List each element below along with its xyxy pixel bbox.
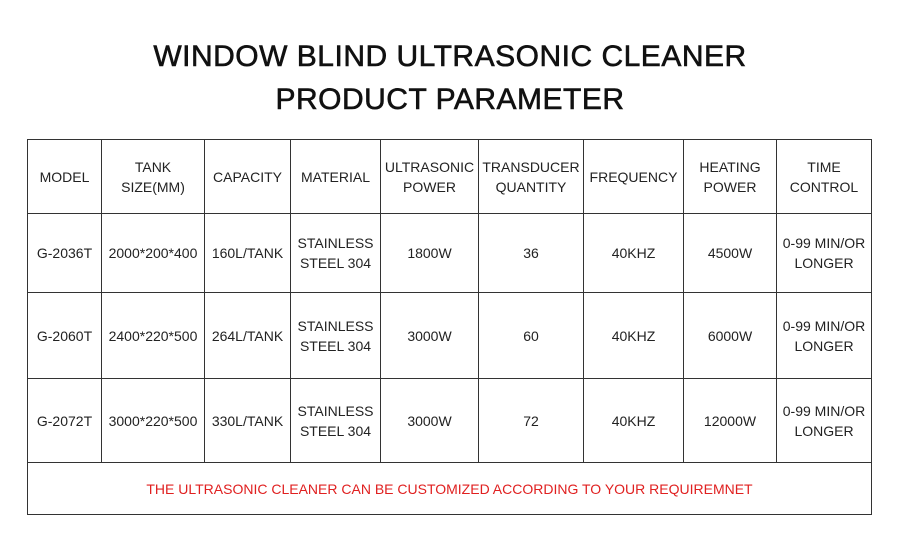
cell-tank-size: 2000*200*400	[102, 214, 205, 293]
header-capacity: CAPACITY	[205, 140, 291, 214]
cell-frequency: 40KHZ	[584, 214, 684, 293]
header-model: MODEL	[28, 140, 102, 214]
cell-transducer-quantity: 72	[479, 379, 584, 463]
cell-frequency: 40KHZ	[584, 293, 684, 379]
cell-frequency: 40KHZ	[584, 379, 684, 463]
cell-transducer-quantity: 36	[479, 214, 584, 293]
cell-heating-power: 6000W	[684, 293, 777, 379]
cell-time-control: 0-99 MIN/OR LONGER	[777, 379, 872, 463]
cell-transducer-quantity: 60	[479, 293, 584, 379]
cell-material: STAINLESS STEEL 304	[291, 214, 381, 293]
cell-ultrasonic-power: 3000W	[381, 379, 479, 463]
cell-model: G-2072T	[28, 379, 102, 463]
table-row	[28, 379, 872, 463]
cell-ultrasonic-power: 1800W	[381, 214, 479, 293]
table-note-row	[28, 463, 872, 515]
cell-heating-power: 4500W	[684, 214, 777, 293]
page-subtitle: PRODUCT PARAMETER	[275, 83, 625, 116]
table-header-row	[28, 140, 872, 214]
cell-capacity: 264L/TANK	[205, 293, 291, 379]
cell-time-control: 0-99 MIN/OR LONGER	[777, 214, 872, 293]
cell-tank-size: 3000*220*500	[102, 379, 205, 463]
table-row	[28, 293, 872, 379]
cell-tank-size: 2400*220*500	[102, 293, 205, 379]
cell-material: STAINLESS STEEL 304	[291, 379, 381, 463]
header-tank-size: TANK SIZE(MM)	[102, 140, 205, 214]
customization-note: THE ULTRASONIC CLEANER CAN BE CUSTOMIZED ACCORDING TO YOUR REQUIREMNET	[28, 463, 872, 515]
cell-heating-power: 12000W	[684, 379, 777, 463]
cell-model: G-2060T	[28, 293, 102, 379]
cell-material: STAINLESS STEEL 304	[291, 293, 381, 379]
header-heating-power: HEATING POWER	[684, 140, 777, 214]
header-material: MATERIAL	[291, 140, 381, 214]
cell-time-control: 0-99 MIN/OR LONGER	[777, 293, 872, 379]
product-parameter-table	[27, 139, 872, 515]
cell-capacity: 330L/TANK	[205, 379, 291, 463]
header-frequency: FREQUENCY	[584, 140, 684, 214]
header-transducer-quantity: TRANSDUCER QUANTITY	[479, 140, 584, 214]
header-ultrasonic-power: ULTRASONIC POWER	[381, 140, 479, 214]
cell-model: G-2036T	[28, 214, 102, 293]
table-row	[28, 214, 872, 293]
cell-capacity: 160L/TANK	[205, 214, 291, 293]
cell-ultrasonic-power: 3000W	[381, 293, 479, 379]
page-title: WINDOW BLIND ULTRASONIC CLEANER	[153, 40, 747, 73]
header-time-control: TIME CONTROL	[777, 140, 872, 214]
